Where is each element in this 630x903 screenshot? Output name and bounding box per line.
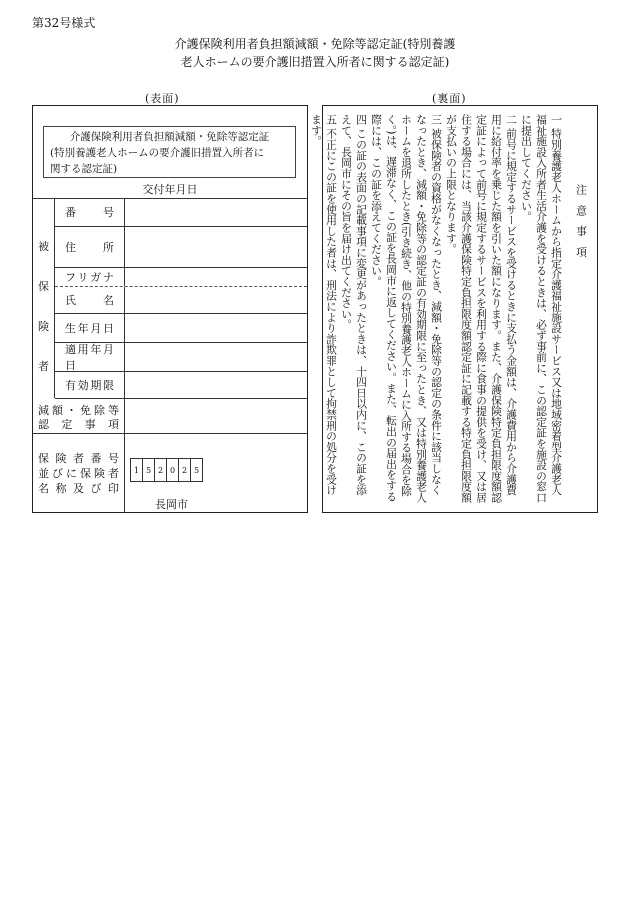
form-number: 第32号様式 <box>32 16 96 30</box>
certificate-title-line-3: 関する認定証) <box>50 163 118 175</box>
insurer-digit: 2 <box>178 458 191 482</box>
reduction-label-2: 認定事項 <box>38 418 119 431</box>
front-side-label: (表面) <box>145 92 180 105</box>
certificate-title-box <box>43 126 296 178</box>
number-label: 番号 <box>65 206 114 219</box>
validity-row <box>55 372 307 399</box>
applicable-date-row <box>55 343 307 372</box>
insurer-digit: 2 <box>154 458 167 482</box>
birthdate-label: 生年月日 <box>65 322 114 335</box>
validity-label: 有効期限 <box>65 379 114 392</box>
furigana-label: フリガナ <box>65 271 114 284</box>
insurer-row <box>33 434 307 512</box>
number-row <box>55 198 307 227</box>
furigana-row <box>55 268 307 287</box>
insured-person-column <box>33 198 55 398</box>
note-item-4: 四 この証の表面の記載事項に変更があったときは、十四日以内に、この証を添えて、長岡市にその旨を届け出てください。 <box>340 114 368 496</box>
name-label: 氏名 <box>65 294 114 307</box>
note-item-2: 二 前号に規定するサービスを受けるときに支払う金額は、介護費用から介護費用に給付率を乗じた額を引いた額になります。また、介護保険特定負担限度額認定証によって前号に規定するサービスを利用する際に食事の提供を受け、又は居住する場合には、当該介護保険特定負担限度額認定証に記載する特定負担限度額が支払いの上限となります。 <box>445 114 518 503</box>
notes-text <box>309 114 589 504</box>
insurer-name: 長岡市 <box>155 498 188 511</box>
insured-char-3: 険 <box>38 320 49 333</box>
applicable-date-label: 適用年月日 <box>65 343 114 372</box>
certificate-title-line-1: 介護保険利用者負担額減額・免除等認定証 <box>69 131 270 143</box>
insured-char-4: 者 <box>38 360 49 373</box>
insurer-digit: 5 <box>142 458 155 482</box>
note-item-3: 三 被保険者の資格がなくなったとき、減額・免除等の認定の条件に該当しなくなったとき、減額・免除等の認定証の有効期限に至ったとき、又は特別養護老人ホームを退所したとき(引き続き、他の特別養護老人ホームに入所する場合を除く。)は、遅滞なく、この証を長岡市に返してください。また、転出の届出をする際には、この証を添えてください。 <box>370 114 443 503</box>
insurer-digit: 1 <box>130 458 143 482</box>
insurer-label-2: 並びに保険者 <box>38 467 119 480</box>
front-card <box>32 105 308 513</box>
insurer-label-1: 保険者番号 <box>38 452 119 465</box>
insurer-number-boxes <box>131 458 203 482</box>
back-card <box>310 105 598 513</box>
address-label: 住所 <box>65 241 114 254</box>
document-title <box>0 35 630 71</box>
reduction-row <box>33 399 307 434</box>
issue-date-label: 交付年月日 <box>142 183 198 196</box>
notes-heading: 注意事項 <box>575 184 588 268</box>
note-item-5: 五 不正にこの証を使用した者は、刑法により詐欺罪として拘禁刑の処分を受けます。 <box>310 114 338 496</box>
certificate-title-line-2: (特別養護老人ホームの要介護旧措置入所者に <box>50 147 265 159</box>
note-item-1: 一 特別養護老人ホームから指定介護福祉施設サービス又は地域密着型介護老人福祉施設入所者生活介護を受けるときは、必ず事前に、この認定証を施設の窓口に提出してください。 <box>520 114 563 503</box>
title-line-2: 老人ホームの要介護旧措置入所者に関する認定証) <box>180 55 450 69</box>
insurer-digit: 0 <box>166 458 179 482</box>
insurer-label-3: 名称及び印 <box>38 482 119 495</box>
address-row <box>55 227 307 268</box>
insurer-digit: 5 <box>190 458 203 482</box>
birthdate-row <box>55 314 307 343</box>
reduction-label-1: 減額・免除等 <box>38 404 119 417</box>
insured-char-1: 被 <box>38 240 49 253</box>
back-side-label: (裏面) <box>432 92 467 105</box>
insured-char-2: 保 <box>38 280 49 293</box>
name-row <box>55 287 307 314</box>
title-line-1: 介護保険利用者負担額減額・免除等認定証(特別養護 <box>174 37 456 51</box>
